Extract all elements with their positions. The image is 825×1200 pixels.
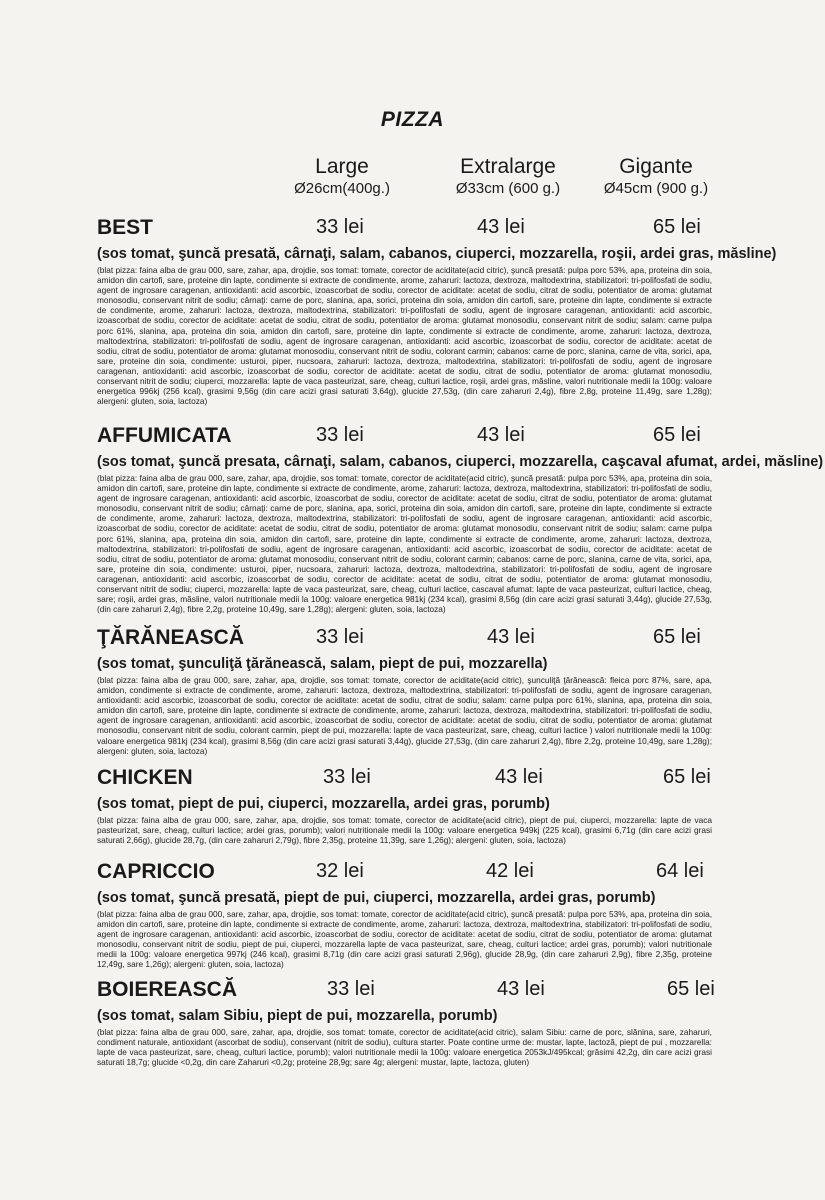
price-large: 33 lei (327, 978, 375, 1000)
price-gigante: 65 lei (653, 626, 701, 648)
item-description: (sos tomat, şunculiţă ţărănească, salam, piept de pui, mozzarella) (97, 656, 548, 672)
menu-item-taraneasca (97, 626, 717, 756)
item-name: ŢĂRĂNEASCĂ (97, 626, 244, 649)
price-large: 33 lei (323, 766, 371, 788)
size-diameter: Ø26cm(400g.) (294, 180, 390, 197)
item-header (97, 626, 717, 656)
item-description: (sos tomat, salam Sibiu, piept de pui, mozzarella, porumb) (97, 1008, 498, 1024)
price-extralarge: 43 lei (487, 626, 535, 648)
item-ingredients: (blat pizza: faina alba de grau 000, sare, zahar, apa, drojdie, sos tomat: tomate, corector de aciditate(acid citric), şuncă presată: pulpa porc 53%, apa, proteina din soia, amidon din cartofi, sare, proteine din lapte, condimente si extracte de condimente, arome, zaharuri: lactoza, dextroza, maltodextrina, stabilizatori: tri-polifosfati de sodiu, agent de ingrosare caragenan, antioxidanti: acid ascorbic, izoascorbat de sodiu, corector de aciditate: acetat de sodiu, citrat de sodiu, potentiator de aroma: glutamat monosodiu, conservant nitrit de sodiu; cârnaţi: carne de porc, slanina, apa, sorici, proteina din soia, amidon din cartofi, sare, proteine din lapte, condimente si extracte de condimente, arome, zaharuri: lactoza, dextroza, maltodextrina, stabilizatori: tri-polifosfati de sodiu, agent de ingrosare caragenan, antioxidanti: acid ascorbic, izoascorbat de sodiu, corector de aciditate: acetat de sodiu, citrat de sodiu, potentiator de aroma: glutamat monosodiu, conservant nitrit de sodiu; salam: carne pulpa porc 61%, slanina, apa, proteina din soia, amidon din cartofi, sare, proteine din lapte, condimente si extracte de condimente, arome, zaharuri: lactoza, dextroza, maltodextrina, stabilizatori: tri-polifosfati de sodiu, agent de ingrosare caragenan, antioxidanti: acid ascorbic, izoascorbat de sodiu, corector de aciditate: acetat de sodiu, citrat de sodiu, potentiator de aroma: glutamat monosodiu, conservant nitrit de sodiu, colorant carmin; cabanos: carne de porc, slanina, carne de vita, sorici, apa, sare, proteine din soia, condimente: usturoi, piper, nucsoara, zaharuri: lactoza, dextroza, maltodextrina, stabilizatori: tri-polifosfati de sodiu, agent de ingrosare caragenan, antioxidanti: acid ascorbic, izoascorbat de sodiu, corector de aciditate: acetat de sodiu, citrat de sodiu, potentiator de aroma: glutamat monosodiu, conservant nitrit de sodiu; ciuperci, mozzarella: lapte de vaca pasteurizat, sare, cheag, culturi lactice, cascaval afumat: lapte de vaca pasteurizat, culturi lactice, cheag, sare; roşii, ardei gras, măsline, valori nutritionale medii la 100g: valoare energetica 981kj (234 kcal), grasimi 8,56g (din care acizi grasi saturati 3,44g), glucide 27,53g, (din care zaharuri 2,4g), fibre 2,2g, proteine 10,49g, sare 1,28g); alergeni: gluten, soia, lactoza) (97, 473, 712, 615)
menu-item-best (97, 216, 777, 407)
item-ingredients: (blat pizza: faina alba de grau 000, sare, zahar, apa, drojdie, sos tomat: tomate, corector de aciditate(acid citric), şuncă presată: pulpa porc 53%, apa, proteina din soia, amidon din cartofi, sare, proteine din lapte, condimente si extracte de condimente, arome, zaharuri: lactoza, dextroza, maltodextrina, stabilizatori: tri-polifosfati de sodiu, agent de ingrosare caragenan, antioxidanti: acid ascorbic, izoascorbat de sodiu, corector de aciditate: acetat de sodiu, citrat de sodiu, potentiator de aroma: glutamat monosodiu, conservant nitrit de sodiu, piept de pui, ciuperci, mozzarella lapte de vaca pasteurizat, sare, cheag, culturi lactice; ardei gras, porumb); valori nutritionale medii la 100g: valoare energetica 997kj (246 kcal), grasimi 8,71g (din care acizi grasi saturati 2,96g), glucide 28,9g, (din care zaharuri 2,9g), fibre 2,35g, proteine 12,49g, sare 1,26g); alergeni: gluten, soia, lactoza) (97, 909, 712, 970)
item-description: (sos tomat, şuncă presata, cârnaţi, salam, cabanos, ciuperci, mozzarella, caşcaval afumat, ardei, măsline) (97, 454, 824, 470)
item-description: (sos tomat, şuncă presată, cârnaţi, salam, cabanos, ciuperci, mozzarella, roşii, ardei gras, măsline) (97, 246, 777, 262)
menu-item-affumicata (97, 424, 824, 615)
item-name: CHICKEN (97, 766, 193, 789)
price-extralarge: 43 lei (495, 766, 543, 788)
item-header (97, 766, 717, 796)
size-name: Gigante (619, 155, 693, 178)
menu-item-boiereasca (97, 978, 717, 1067)
price-gigante: 64 lei (656, 860, 704, 882)
item-header (97, 216, 717, 246)
price-large: 32 lei (316, 860, 364, 882)
price-large: 33 lei (316, 626, 364, 648)
price-gigante: 65 lei (653, 216, 701, 238)
size-name: Large (315, 155, 369, 178)
price-gigante: 65 lei (663, 766, 711, 788)
price-extralarge: 42 lei (486, 860, 534, 882)
item-name: BEST (97, 216, 154, 239)
page-title: PIZZA (380, 108, 445, 131)
size-large (252, 155, 432, 199)
size-diameter: Ø33cm (600 g.) (455, 180, 561, 197)
size-gigante (566, 155, 746, 199)
item-ingredients: (blat pizza: faina alba de grau 000, sare, zahar, apa, drojdie, sos tomat: tomate, corector de aciditate(acid citric), piept de pui, ciuperci, mozzarella: lapte de vaca pasteurizat, sare, cheag, culturi lactice; ardei gras, porumb); valori nutritionale medii la 100g: valoare energetica 949kj (225 kcal), grasimi 6,71g (din care acizi grasi saturati 2,66g), glucide 28,7g, (din care zaharuri 2,79g), fibre 2,35g, proteine 11,39g, sare 1,26g); alergeni: gluten, soia, lactoza) (97, 815, 712, 846)
item-description: (sos tomat, piept de pui, ciuperci, mozzarella, ardei gras, porumb) (97, 796, 550, 812)
item-description: (sos tomat, şuncă presată, piept de pui, ciuperci, mozzarella, ardei gras, porumb) (97, 890, 656, 906)
menu-item-capriccio (97, 860, 717, 970)
price-extralarge: 43 lei (477, 216, 525, 238)
item-header (97, 978, 717, 1008)
item-name: BOIEREASCĂ (97, 978, 238, 1001)
item-ingredients: (blat pizza: faina alba de grau 000, sare, zahar, apa, drojdie, sos tomat: tomate, corector de aciditate(acid citric), şuncă presată: pulpa porc 53%, apa, proteina din soia, amidon din cartofi, sare, proteine din lapte, condimente si extracte de condimente, arome, zaharuri: lactoza, dextroza, maltodextrina, stabilizatori: tri-polifosfati de sodiu, agent de ingrosare caragenan, antioxidanti: acid ascorbic, izoascorbat de sodiu, corector de aciditate: acetat de sodiu, citrat de sodiu, potentiator de aroma: glutamat monosodiu, conservant nitrit de sodiu; cârnaţi: carne de porc, slanina, apa, sorici, proteina din soia, amidon din cartofi, sare, proteine din lapte, condimente si extracte de condimente, arome, zaharuri: lactoza, dextroza, maltodextrina, stabilizatori: tri-polifosfati de sodiu, agent de ingrosare caragenan, antioxidanti: acid ascorbic, izoascorbat de sodiu, corector de aciditate: acetat de sodiu, citrat de sodiu, potentiator de aroma: glutamat monosodiu, conservant nitrit de sodiu; salam: carne pulpa porc 61%, slanina, apa, proteina din soia, amidon din cartofi, sare, proteine din lapte, condimente si extracte de condimente, arome, zaharuri: lactoza, dextroza, maltodextrina, stabilizatori: tri-polifosfati de sodiu, agent de ingrosare caragenan, antioxidanti: acid ascorbic, izoascorbat de sodiu, corector de aciditate: acetat de sodiu, citrat de sodiu, potentiator de aroma: glutamat monosodiu, conservant nitrit de sodiu, colorant carmin; cabanos: carne de porc, slanina, carne de vita, sorici, apa, sare, proteine din soia, condimente: usturoi, piper, nucsoara, zaharuri: lactoza, dextroza, maltodextrina, stabilizatori: tri-polifosfati de sodiu, agent de ingrosare caragenan, antioxidanti: acid ascorbic, izoascorbat de sodiu, corector de aciditate: acetat de sodiu, citrat de sodiu, potentiator de aroma: glutamat monosodiu, conservant nitrit de sodiu; ciuperci, mozzarella: lapte de vaca pasteurizat, sare, cheag, culturi lactice, roşii, ardei gras, măsline, valori nutritionale medii la 100g: valoare energetica 996kj (256 kcal), grasimi 9,56g (din care acizi grasi saturati 3,64g), glucide 27,53g, (din care zaharuri 2,4g), fibre 2,8g, proteine 11,49g, sare 1,28g); alergeni: gluten, soia, lactoza) (97, 265, 712, 407)
price-gigante: 65 lei (667, 978, 715, 1000)
size-diameter: Ø45cm (900 g.) (603, 180, 709, 197)
size-header (0, 155, 825, 205)
price-large: 33 lei (316, 216, 364, 238)
price-extralarge: 43 lei (497, 978, 545, 1000)
item-ingredients: (blat pizza: faina alba de grau 000, sare, zahar, apa, drojdie, sos tomat: tomate, corector de aciditate(acid citric), salam Sibiu: carne de porc, slănina, sare, zaharuri, condiment naturale, antioxidant (ascorbat de sodiu), conservant (nitrit de sodiu), cultura starter. Poate contine urme de: mustar, lapte, lactoză, piept de pui , mozzarella: lapte de vaca pasteurizat, sare, cheag, culturi lactice, porumb); valori nutritionale medii la 100g: valoare energetica 2053kJ/495kcal; grăsimi 42,2g, din care acizi grasi saturati 18,7g; glucide <0,2g, din care Zaharuri <0,2g; proteine 28,9g; sare 4g; alergeni: mustar, lapte, lactoza, gluten) (97, 1027, 712, 1068)
price-large: 33 lei (316, 424, 364, 446)
price-gigante: 65 lei (653, 424, 701, 446)
item-header (97, 424, 717, 454)
size-name: Extralarge (460, 155, 556, 178)
item-ingredients: (blat pizza: faina alba de grau 000, sare, zahar, apa, drojdie, sos tomat: tomate, corector de aciditate(acid citric), şunculiţă ţărănească: fleica porc 87%, sare, apa, amidon, condimente si extracte de condimente, arome, zaharuri: lactoza, dextroza, maltodextrina, stabilizatori: tri-polifosfati de sodiu, agent de ingrosare caragenan, antioxidanti: acid ascorbic, izoascorbat de sodiu, corector de aciditate: acetat de sodiu, citrat de sodiu; salam: carne pulpa porc 61%, slanina, apa, proteina din soia, amidon din cartofi, sare, proteine din lapte, condimente si extracte de condimente, arome, zaharuri: lactoza, dextroza, maltodextrina, stabilizatori: tri-polifosfati de sodiu, agent de ingrosare caragenan, antioxidanti: acid ascorbic, izoascorbat de sodiu, corector de aciditate: acetat de sodiu, citrat de sodiu, potentiator de aroma: glutamat monosodiu, conservant nitrit de sodiu, colorant carmin, piept de pui, mozzarella: lapte de vaca pasteurizat, sare, cheag, culturi lactice ) valori nutritionale medii la 100g: valoare energetica 981kj (234 kcal), grasimi 8,56g (din care acizi grasi saturati 3,44g), glucide 27,53g, (din care zaharuri 2,4g), fibre 2,2g, proteine 10,49g, sare 1,28g); alergeni: gluten, soia, lactoza) (97, 675, 712, 756)
item-name: CAPRICCIO (97, 860, 215, 883)
item-header (97, 860, 717, 890)
menu-item-chicken (97, 766, 717, 845)
item-name: AFFUMICATA (97, 424, 232, 447)
price-extralarge: 43 lei (477, 424, 525, 446)
